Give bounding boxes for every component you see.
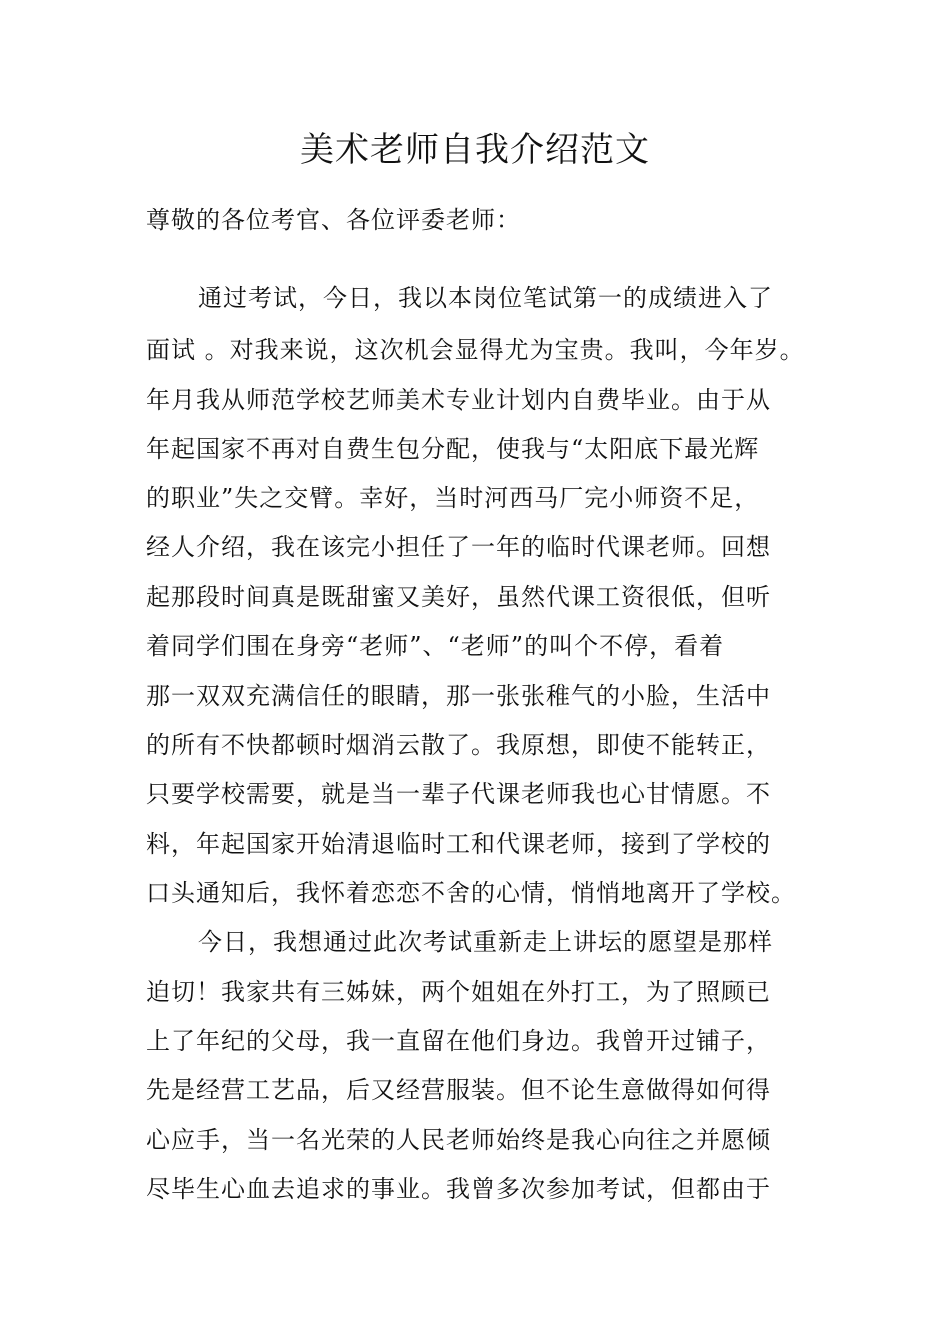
paragraph-line: 着同学们围在身旁“老师”、“老师”的叫个不停，看着 — [146, 632, 725, 660]
paragraph-line: 料，年起国家开始清退临时工和代课老师，接到了学校的 — [146, 830, 771, 858]
paragraph-line: 口头通知后，我怀着恋恋不舍的心情，悄悄地离开了学校。 — [146, 879, 796, 907]
paragraph-line: 只要学校需要，就是当一辈子代课老师我也心甘情愿。不 — [146, 780, 771, 808]
paragraph-line: 的所有不快都顿时烟消云散了。我原想，即使不能转正， — [146, 731, 771, 759]
paragraph-line: 年月我从师范学校艺师美术专业计划内自费毕业。由于从 — [146, 386, 771, 414]
paragraph-line: 年起国家不再对自费生包分配，使我与“太阳底下最光辉 — [146, 435, 760, 463]
paragraph-line: 迫切！我家共有三姊妹，两个姐姐在外打工，为了照顾已 — [146, 978, 771, 1006]
paragraph-line: 面试 。对我来说，这次机会显得尤为宝贵。我叫，今年岁。 — [146, 336, 805, 364]
greeting-line: 尊敬的各位考官、各位评委老师： — [146, 206, 521, 234]
paragraph-line: 上了年纪的父母，我一直留在他们身边。我曾开过铺子， — [146, 1027, 771, 1055]
paragraph-line: 先是经营工艺品，后又经营服装。但不论生意做得如何得 — [146, 1076, 771, 1104]
paragraph-line: 心应手，当一名光荣的人民老师始终是我心向往之并愿倾 — [146, 1126, 771, 1154]
paragraph-line: 经人介绍，我在该完小担任了一年的临时代课老师。回想 — [146, 533, 771, 561]
paragraph-line: 今日，我想通过此次考试重新走上讲坛的愿望是那样 — [198, 928, 773, 956]
document-title: 美术老师自我介绍范文 — [300, 130, 650, 170]
paragraph-line: 起那段时间真是既甜蜜又美好，虽然代课工资很低，但听 — [146, 583, 771, 611]
paragraph-line: 尽毕生心血去追求的事业。我曾多次参加考试，但都由于 — [146, 1175, 771, 1203]
paragraph-line: 的职业”失之交臂。幸好，当时河西马厂完小师资不足， — [146, 484, 760, 512]
paragraph-line: 那一双双充满信任的眼睛，那一张张稚气的小脸，生活中 — [146, 682, 771, 710]
paragraph-line: 通过考试，今日，我以本岗位笔试第一的成绩进入了 — [198, 284, 773, 312]
